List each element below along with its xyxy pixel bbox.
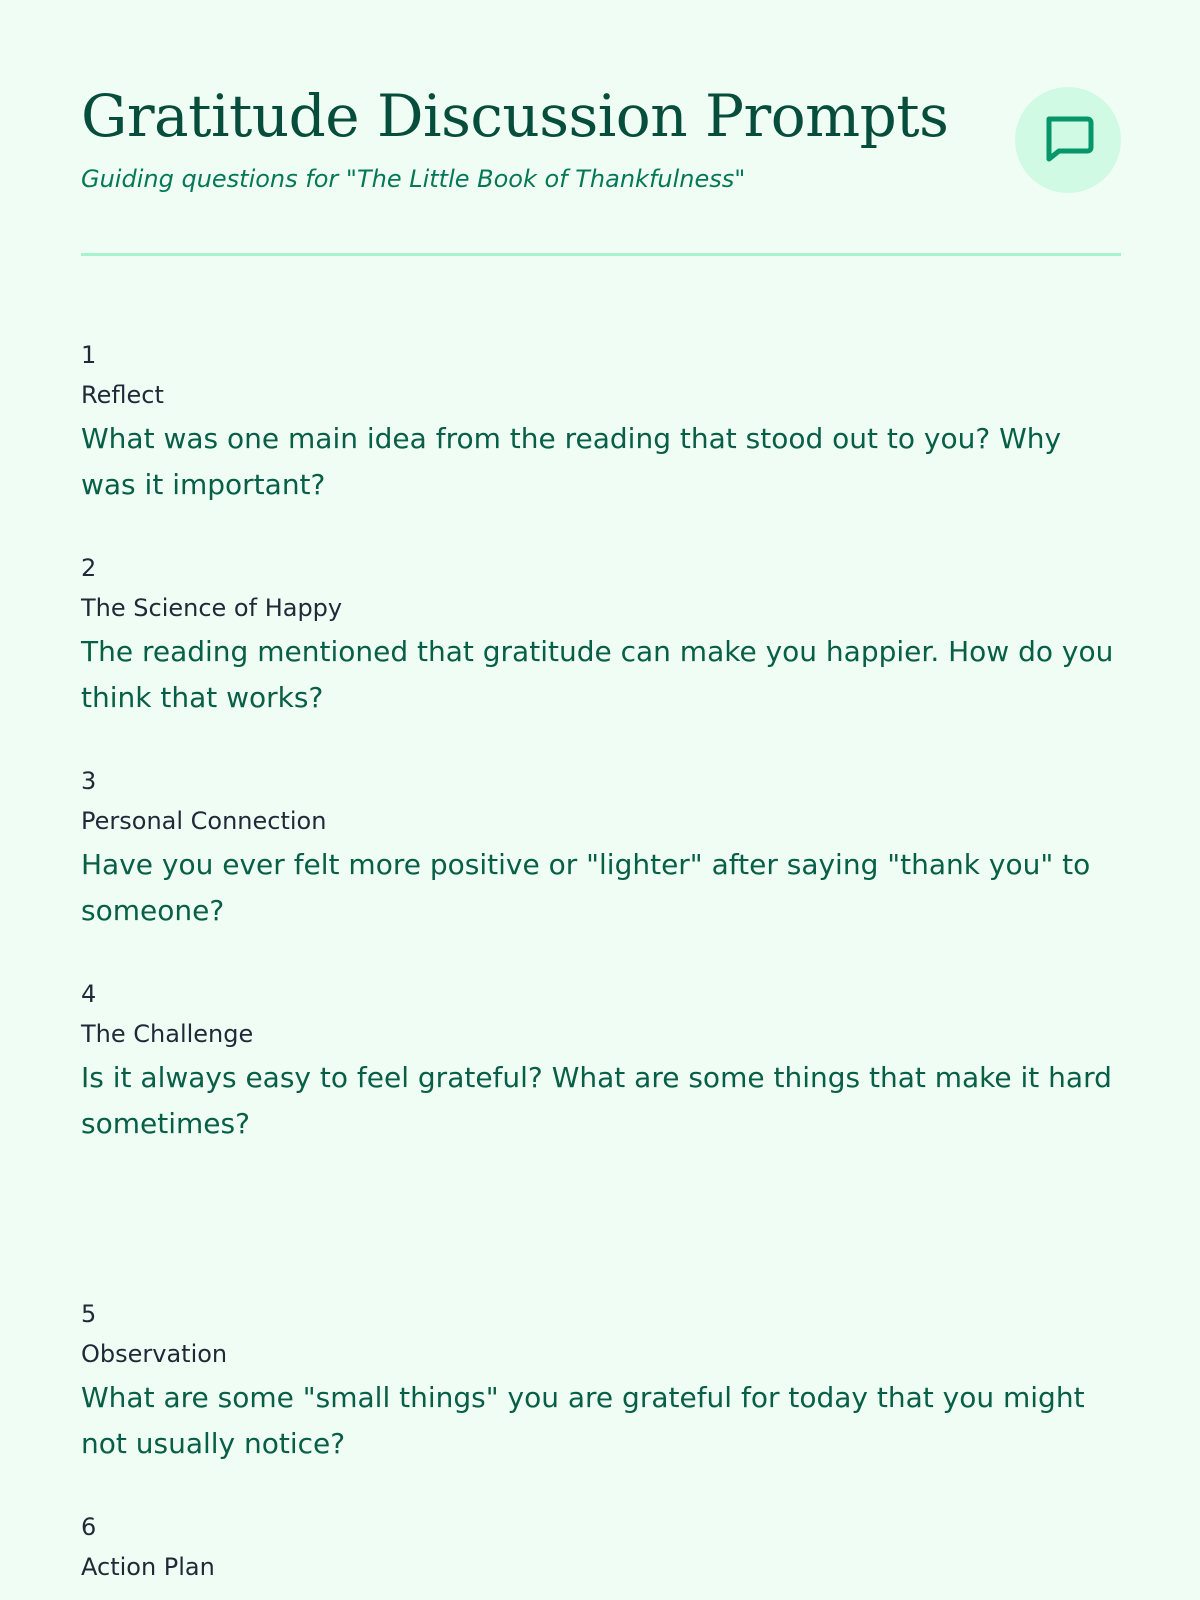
- prompt-category: The Challenge: [81, 1020, 254, 1048]
- prompt-question: Is it always easy to feel grateful? What are some things that make it hard sometimes?: [81, 1061, 1112, 1140]
- prompt-question: What are some "small things" you are grateful for today that you might not usually notice?: [81, 1381, 1085, 1460]
- chat-bubble-icon: [1041, 113, 1095, 167]
- chat-bubble-badge: [1015, 87, 1121, 193]
- header-divider: [81, 253, 1121, 256]
- prompt-number: 6: [81, 1513, 97, 1541]
- prompt-question: What was one main idea from the reading that stood out to you? Why was it important?: [81, 422, 1062, 501]
- prompt-category: Observation: [81, 1340, 228, 1368]
- prompt-number: 3: [81, 767, 97, 795]
- prompt-number: 5: [81, 1300, 97, 1328]
- prompt-number: 2: [81, 554, 97, 582]
- prompt-number: 1: [81, 341, 97, 369]
- document-page: [81, 0, 1121, 1600]
- prompt-category: The Science of Happy: [81, 594, 343, 622]
- page-title: Gratitude Discussion Prompts: [81, 82, 949, 150]
- prompt-number: 4: [81, 980, 97, 1008]
- document-header: [81, 80, 1121, 210]
- prompt-category: Personal Connection: [81, 807, 327, 835]
- prompt-category: Reflect: [81, 381, 164, 409]
- page-subtitle: Guiding questions for "The Little Book of Thankfulness": [81, 165, 746, 193]
- prompt-question: The reading mentioned that gratitude can make you happier. How do you think that works?: [81, 635, 1114, 714]
- prompt-question: Have you ever felt more positive or "lighter" after saying "thank you" to someone?: [81, 848, 1091, 927]
- prompt-category: Action Plan: [81, 1553, 215, 1581]
